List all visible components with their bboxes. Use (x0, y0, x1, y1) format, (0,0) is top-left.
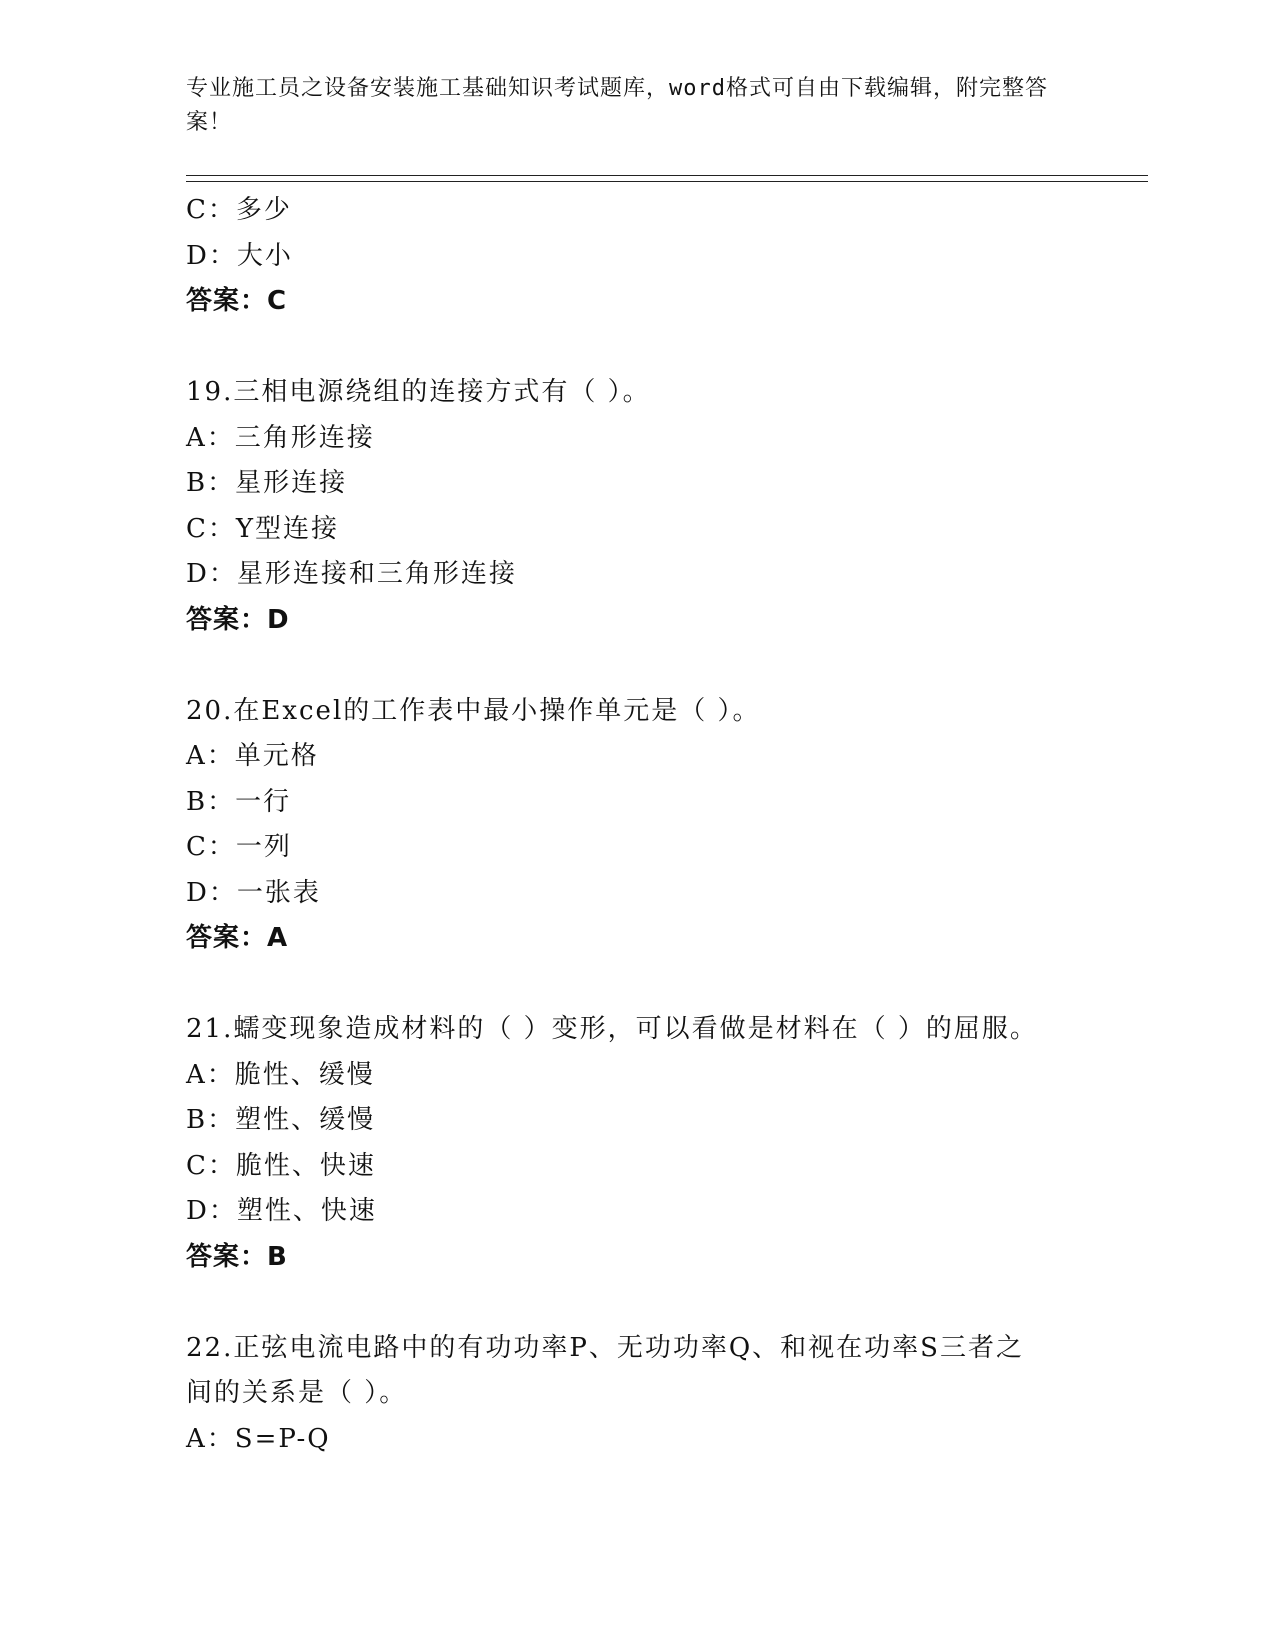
option-a: A：S=P-Q (186, 1423, 331, 1454)
option-a: A：三角形连接 (186, 422, 375, 453)
answer-line: 答案：D (186, 604, 290, 635)
option-c: C：脆性、快速 (186, 1150, 376, 1181)
spacer (186, 643, 1086, 689)
header-rule-top (186, 175, 1148, 176)
option-c: C：Y型连接 (186, 513, 340, 544)
answer-line: 答案：A (186, 923, 289, 953)
header-rule-bottom (186, 181, 1148, 182)
question-stem-line-2: 间的关系是（ ）。 (186, 1378, 408, 1408)
option-a: A：脆性、缓慢 (186, 1059, 375, 1090)
option-c: C：多少 (186, 195, 292, 225)
question-stem: 19.三相电源绕组的连接方式有（ ）。 (186, 377, 651, 407)
option-b: B：一行 (186, 786, 292, 817)
option-b: B：塑性、缓慢 (186, 1105, 376, 1135)
question-stem: 21.蠕变现象造成材料的（ ）变形，可以看做是材料在（ ）的屈服。 (186, 1014, 1038, 1044)
spacer (186, 962, 1086, 1008)
option-a: A：单元格 (186, 741, 319, 771)
option-d: D：一张表 (186, 877, 321, 908)
document-header: 专业施工员之设备安装施工基础知识考试题库，word格式可自由下载编辑，附完整答案！ (186, 76, 1048, 135)
option-d: D：星形连接和三角形连接 (186, 559, 517, 589)
option-d: D：塑性、快速 (186, 1196, 377, 1226)
option-b: B：星形连接 (186, 468, 348, 498)
question-stem: 20.在Excel的工作表中最小操作单元是（ ）。 (186, 695, 761, 726)
answer-line: 答案：B (186, 1241, 288, 1272)
answer-line: 答案：C (186, 286, 288, 316)
spacer (186, 325, 1086, 371)
spacer (186, 1280, 1086, 1326)
question-stem-line-1: 22.正弦电流电路中的有功功率P、无功功率Q、和视在功率S三者之 (186, 1332, 1024, 1363)
option-c: C：一列 (186, 832, 292, 862)
exam-content (186, 188, 1086, 1462)
option-d: D：大小 (186, 240, 293, 271)
